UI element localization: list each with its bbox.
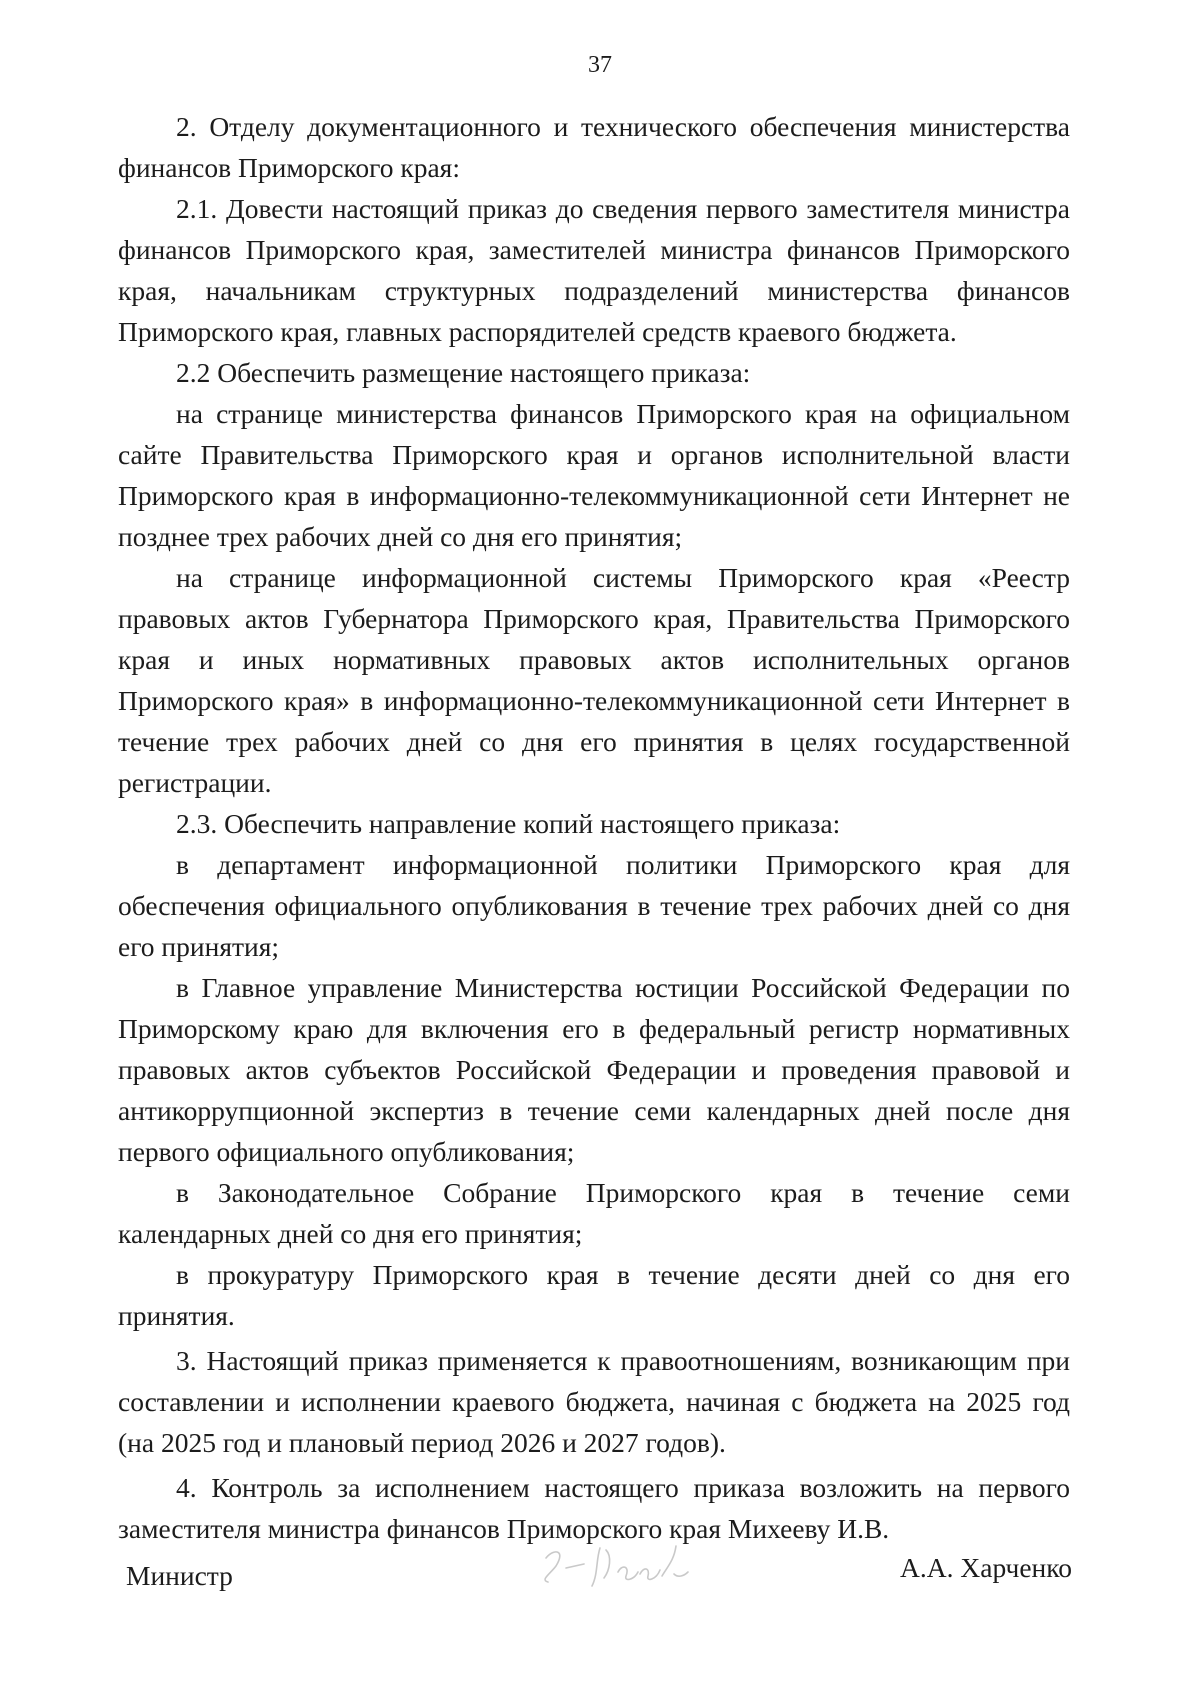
signature-block — [126, 1552, 1072, 1612]
signatory-title: Министр — [126, 1560, 233, 1591]
signatory-name: А.А. Харченко — [900, 1552, 1072, 1583]
paragraph-4: 4. Контроль за исполнением настоящего приказа возложить на первого заместителя министра финансов Приморского края Михееву И.В. — [118, 1472, 1070, 1544]
paragraph-2-3-item-1: в департамент информационной политики Приморского края для обеспечения официального опубликования в течение трех рабочих дней со дня его принятия; — [118, 849, 1070, 962]
paragraph-2-2-item-1: на странице министерства финансов Приморского края на официальном сайте Правительства Приморского края и органов исполнительной власти Приморского края в информационно-телекоммуникационной сети Интернет не позднее трех рабочих дней со дня его принятия; — [118, 398, 1070, 552]
paragraph-2-3-item-2: в Главное управление Министерства юстиции Российской Федерации по Приморскому краю для включения его в федеральный регистр нормативных правовых актов субъектов Российской Федерации и проведения правовой и антикоррупционной экспертиз в течение семи календарных дней после дня первого официального опубликования; — [118, 972, 1070, 1167]
document-body — [118, 106, 1070, 1549]
paragraph-2-2-item-2: на странице информационной системы Приморского края «Реестр правовых актов Губернатора Приморского края, Правительства Приморского края и иных нормативных правовых актов исполнительных органов Приморского края» в информационно-телекоммуникационной сети Интернет в течение трех рабочих дней со дня его принятия в целях государственной регистрации. — [118, 562, 1070, 798]
paragraph-3: 3. Настоящий приказ применяется к правоотношениям, возникающим при составлении и исполнении краевого бюджета, начиная с бюджета на 2025 год (на 2025 год и плановый период 2026 и 2027 годов). — [118, 1345, 1070, 1458]
handwritten-signature — [526, 1536, 696, 1596]
page-number: 37 — [588, 52, 612, 78]
paragraph-2-2: 2.2 Обеспечить размещение настоящего приказа: — [176, 357, 751, 388]
paragraph-2-1: 2.1. Довести настоящий приказ до сведения первого заместителя министра финансов Приморского края, заместителей министра финансов Приморского края, начальникам структурных подразделений министерства финансов Приморского края, главных распорядителей средств краевого бюджета. — [118, 193, 1070, 347]
paragraph-2-3: 2.3. Обеспечить направление копий настоящего приказа: — [176, 808, 841, 839]
paragraph-2: 2. Отделу документационного и технического обеспечения министерства финансов Приморского края: — [118, 111, 1070, 183]
paragraph-2-3-item-3: в Законодательное Собрание Приморского края в течение семи календарных дней со дня его принятия; — [118, 1177, 1070, 1249]
paragraph-2-3-item-4: в прокуратуру Приморского края в течение десяти дней со дня его принятия. — [118, 1259, 1070, 1331]
